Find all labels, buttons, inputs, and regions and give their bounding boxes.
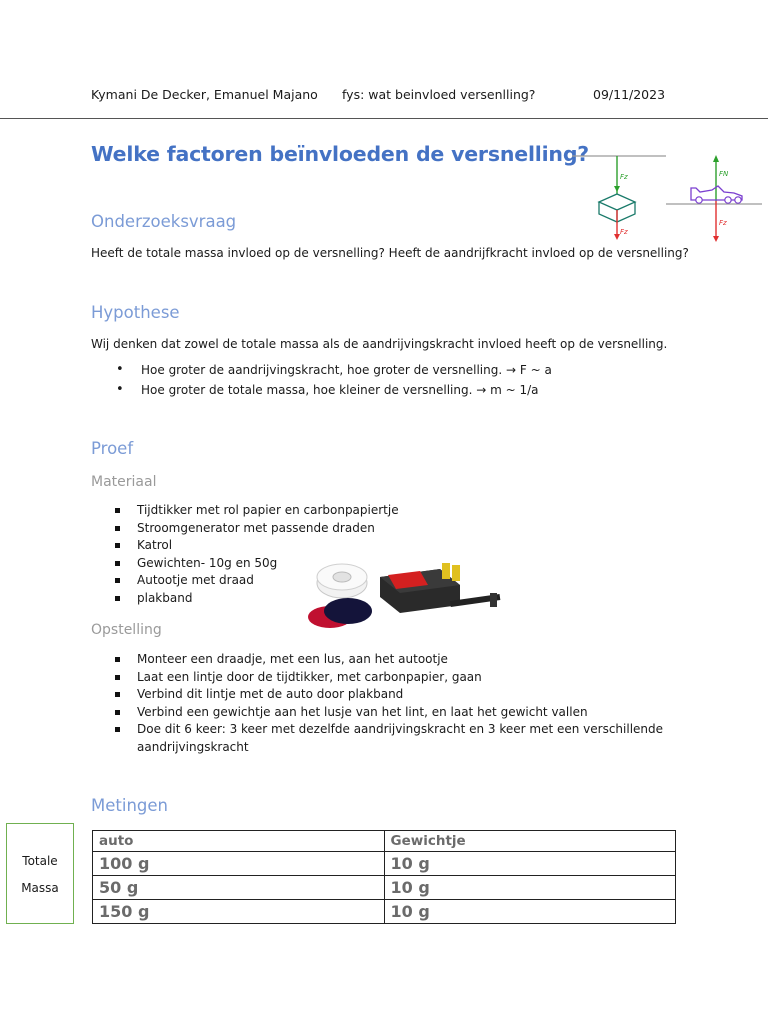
header-authors: Kymani De Decker, Emanuel Majano: [91, 87, 318, 102]
list-item: Katrol: [91, 537, 399, 555]
page-title: Welke factoren beïnvloeden de versnelling?: [91, 142, 589, 166]
list-item: Monteer een draadje, met een lus, aan het autootje: [91, 651, 671, 669]
hypothesis-list: [91, 363, 552, 402]
box-label-down: Fz: [620, 228, 628, 236]
list-item: Autootje met draad: [91, 572, 399, 590]
list-item: Gewichten- 10g en 50g: [91, 555, 399, 573]
table-cell: 50 g: [93, 876, 385, 900]
table-row: [93, 900, 676, 924]
setup-list: [91, 651, 671, 756]
column-header: Gewichtje: [384, 831, 676, 852]
ticker-timer-image: [300, 555, 506, 635]
setup-heading: Opstelling: [91, 622, 162, 638]
list-item: Doe dit 6 keer: 3 keer met dezelfde aandrijvingskracht en 3 keer met een verschillende aandrijvingskracht: [91, 721, 671, 756]
list-item: plakband: [91, 590, 399, 608]
list-item: Verbind een gewichtje aan het lusje van het lint, en laat het gewicht vallen: [91, 704, 671, 722]
list-item: Verbind dit lintje met de auto door plakband: [91, 686, 671, 704]
car-label-up: FN: [719, 170, 729, 178]
section-heading-question: Onderzoeksvraag: [91, 212, 237, 231]
box-label-up: Fz: [620, 173, 628, 181]
table-cell: 10 g: [384, 900, 676, 924]
list-item: • Hoe groter de aandrijvingskracht, hoe groter de versnelling. → F ~ a: [91, 363, 552, 383]
list-item: Stroomgenerator met passende draden: [91, 520, 399, 538]
car-label-down: Fz: [719, 219, 727, 227]
car-diagram: [666, 155, 762, 242]
table-row: [93, 852, 676, 876]
total-mass-label: [6, 823, 74, 924]
table-cell: 10 g: [384, 852, 676, 876]
table-cell: 100 g: [93, 852, 385, 876]
force-diagram: [572, 146, 764, 246]
section-heading-experiment: Proef: [91, 439, 134, 458]
table-header-row: [93, 831, 676, 852]
side-label-line-1: Totale: [22, 854, 58, 868]
header-date: 09/11/2023: [593, 87, 666, 102]
question-text: Heeft de totale massa invloed op de versnelling? Heeft de aandrijfkracht invloed op de versnelling?: [91, 246, 689, 260]
header-subject: fys: wat beinvloed versenlling?: [342, 87, 536, 102]
column-header: auto: [93, 831, 385, 852]
list-item: • Hoe groter de totale massa, hoe kleiner de versnelling. → m ~ 1/a: [91, 383, 552, 403]
side-label-line-2: Massa: [21, 881, 59, 895]
section-heading-measurements: Metingen: [91, 796, 168, 815]
box-diagram: [572, 156, 666, 240]
materials-heading: Materiaal: [91, 474, 157, 490]
table-cell: 10 g: [384, 876, 676, 900]
list-item: Laat een lintje door de tijdtikker, met carbonpapier, gaan: [91, 669, 671, 687]
header-divider: [0, 118, 768, 119]
section-heading-hypothesis: Hypothese: [91, 303, 180, 322]
measurements-table: [92, 830, 676, 924]
list-item: Tijdtikker met rol papier en carbonpapiertje: [91, 502, 399, 520]
hypothesis-text: Wij denken dat zowel de totale massa als de aandrijvingskracht invloed heeft op de versnelling.: [91, 337, 668, 351]
table-row: [93, 876, 676, 900]
table-cell: 150 g: [93, 900, 385, 924]
